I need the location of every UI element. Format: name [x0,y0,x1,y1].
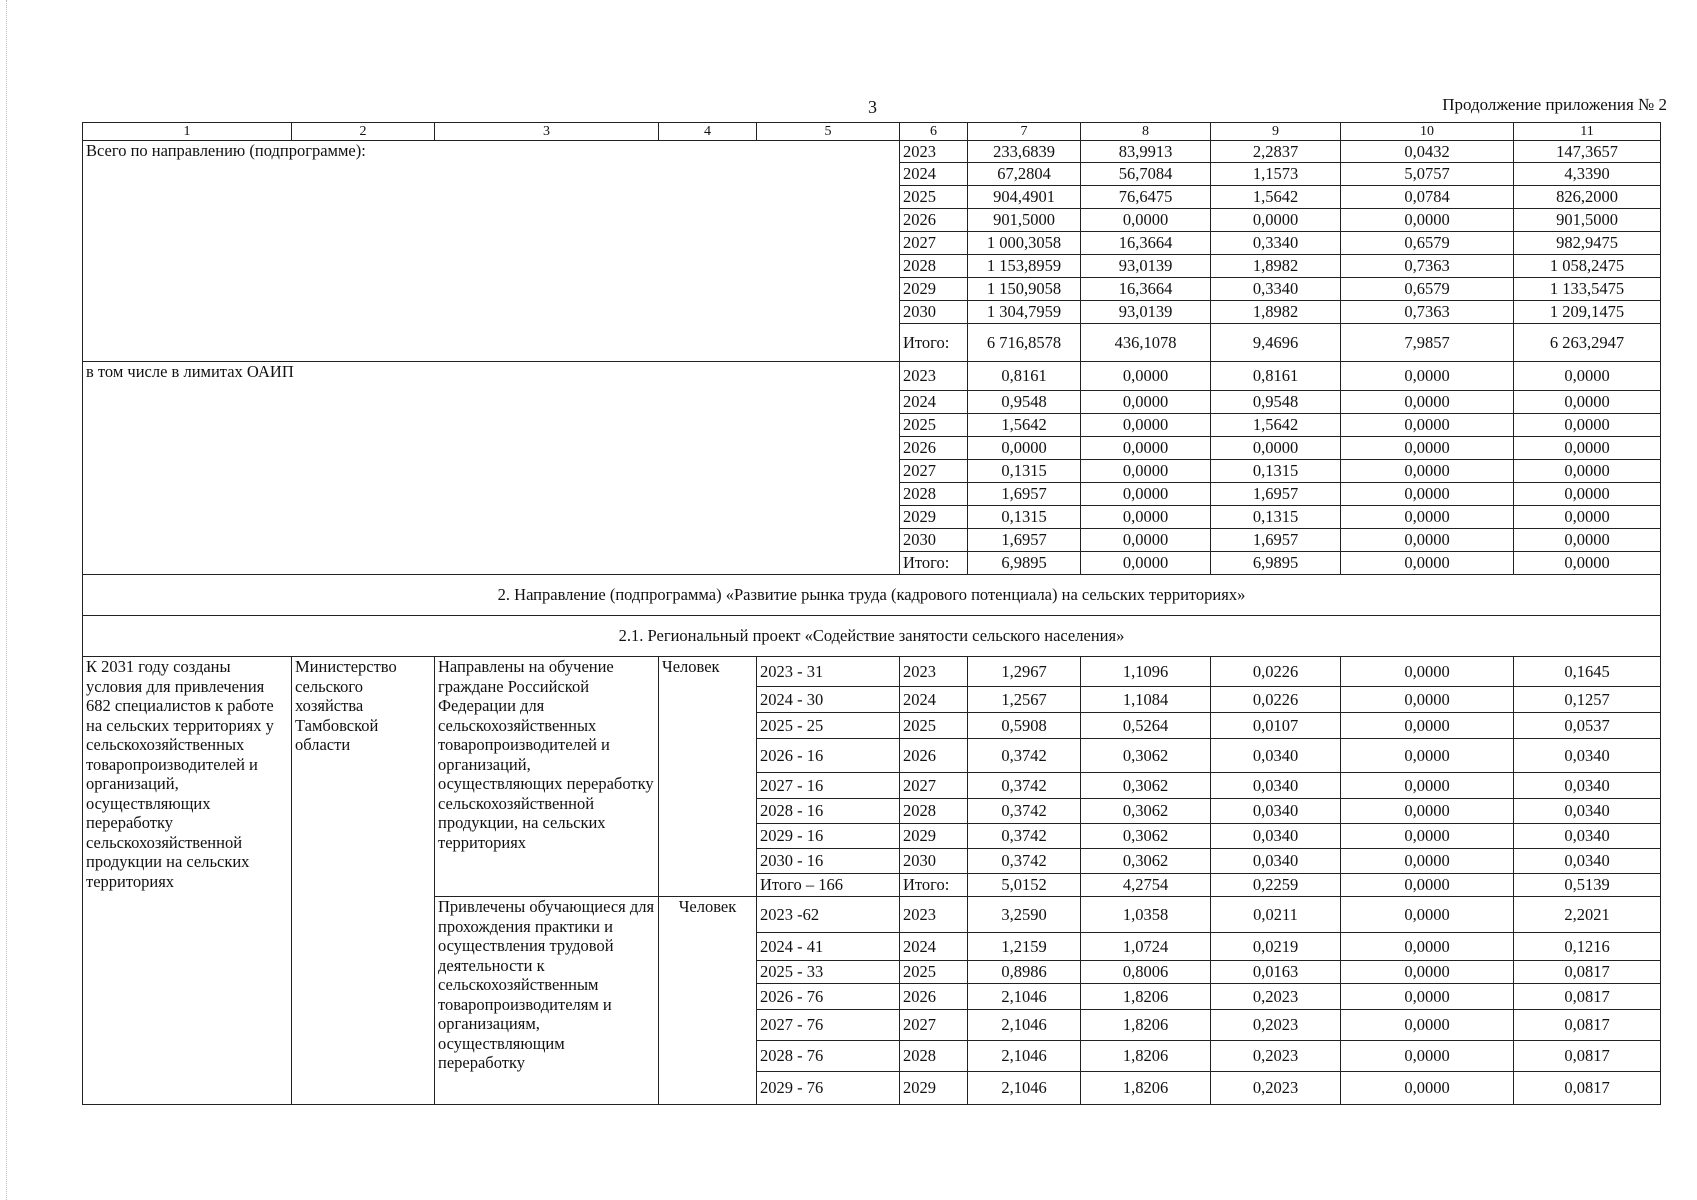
value-cell: 0,2259 [1211,874,1341,897]
value-cell: 0,0000 [1341,552,1514,575]
value-cell: 1,6957 [1211,483,1341,506]
value-cell: 16,3664 [1081,278,1211,301]
value-cell: 0,3340 [1211,232,1341,255]
value-cell: 2,1046 [968,1010,1081,1041]
year-cell: 2027 [900,773,968,799]
value-cell: 0,0000 [1341,739,1514,773]
value-cell: 0,0340 [1514,739,1661,773]
value-cell: 0,0000 [1341,529,1514,552]
value-cell: 0,0226 [1211,657,1341,687]
value-cell: 83,9913 [1081,141,1211,163]
value-cell: 0,0537 [1514,713,1661,739]
column-header: 8 [1081,123,1211,141]
value-cell: 0,0817 [1514,1010,1661,1041]
value-cell: 0,1645 [1514,657,1661,687]
value-cell: 2,1046 [968,1072,1081,1105]
indicator-cell: Итого – 166 [757,874,900,897]
header-row [83,123,1661,141]
year-cell: 2029 [900,1072,968,1105]
unit: Человек [659,897,757,1105]
value-cell: 0,3742 [968,773,1081,799]
indicator-cell: 2023 - 31 [757,657,900,687]
subsection-heading: 2.1. Региональный проект «Содействие занятости сельского населения» [83,616,1661,657]
value-cell: 0,0000 [1341,897,1514,933]
value-cell: 5,0152 [968,874,1081,897]
year-cell: 2025 [900,186,968,209]
value-cell: 0,0000 [1341,506,1514,529]
value-cell: 2,1046 [968,1041,1081,1072]
value-cell: 0,2023 [1211,984,1341,1010]
value-cell: 1,6957 [1211,529,1341,552]
value-cell: 0,0000 [1081,506,1211,529]
result-text: К 2031 году созданы условия для привлечения 682 специалистов к работе на сельских территориях у сельскохозяйственных товаропроизводителей и организаций, осуществляющих переработку сельскохозяйственной продукции на сельских территориях [83,657,292,1105]
value-cell: 0,8986 [968,961,1081,984]
column-header: 4 [659,123,757,141]
value-cell: 0,8161 [1211,362,1341,391]
value-cell: 0,0211 [1211,897,1341,933]
value-cell: 16,3664 [1081,232,1211,255]
indicator-cell: 2029 - 16 [757,824,900,849]
value-cell: 0,0000 [1081,529,1211,552]
value-cell: 0,3340 [1211,278,1341,301]
value-cell: 982,9475 [1514,232,1661,255]
table-row [83,657,1661,687]
table-row [83,362,1661,391]
value-cell: 0,0000 [1341,460,1514,483]
value-cell: 0,0340 [1211,799,1341,824]
value-cell: 0,0219 [1211,933,1341,961]
year-cell: Итого: [900,324,968,362]
value-cell: 0,9548 [1211,391,1341,414]
indicator-cell: 2027 - 16 [757,773,900,799]
year-cell: 2029 [900,506,968,529]
value-cell: 1,8206 [1081,984,1211,1010]
column-header: 2 [292,123,435,141]
indicator-cell: 2024 - 30 [757,687,900,713]
value-cell: 0,0000 [1514,437,1661,460]
section-heading: 2. Направление (подпрограмма) «Развитие рынка труда (кадрового потенциала) на сельских территориях» [83,575,1661,616]
column-header: 5 [757,123,900,141]
value-cell: 0,1315 [968,506,1081,529]
year-cell: 2027 [900,232,968,255]
indicator-cell: 2030 - 16 [757,849,900,874]
indicator-cell: 2028 - 16 [757,799,900,824]
value-cell: 0,2023 [1211,1072,1341,1105]
value-cell: 2,2837 [1211,141,1341,163]
value-cell: 2,2021 [1514,897,1661,933]
value-cell: 0,7363 [1341,301,1514,324]
value-cell: 0,0000 [1341,824,1514,849]
value-cell: 0,7363 [1341,255,1514,278]
value-cell: 0,3742 [968,739,1081,773]
value-cell: 1 058,2475 [1514,255,1661,278]
value-cell: 1 150,9058 [968,278,1081,301]
value-cell: 0,0000 [1341,849,1514,874]
value-cell: 0,3062 [1081,849,1211,874]
year-cell: 2024 [900,687,968,713]
value-cell: 1,5642 [968,414,1081,437]
indicator-cell: 2029 - 76 [757,1072,900,1105]
value-cell: 4,2754 [1081,874,1211,897]
value-cell: 0,0000 [1341,1072,1514,1105]
value-cell: 0,0000 [1341,933,1514,961]
indicator-cell: 2028 - 76 [757,1041,900,1072]
value-cell: 0,0000 [1341,687,1514,713]
year-cell: 2030 [900,849,968,874]
value-cell: 0,0000 [1514,414,1661,437]
value-cell: 3,2590 [968,897,1081,933]
value-cell: 0,3062 [1081,824,1211,849]
value-cell: 1,1096 [1081,657,1211,687]
column-header: 11 [1514,123,1661,141]
year-cell: 2026 [900,209,968,232]
value-cell: 1,2567 [968,687,1081,713]
value-cell: 93,0139 [1081,255,1211,278]
value-cell: 0,0000 [1341,209,1514,232]
value-cell: 0,0817 [1514,1072,1661,1105]
value-cell: 0,5908 [968,713,1081,739]
value-cell: 1,6957 [968,529,1081,552]
value-cell: 0,6579 [1341,232,1514,255]
value-cell: 0,3742 [968,799,1081,824]
value-cell: 0,0000 [1341,1041,1514,1072]
year-cell: 2026 [900,984,968,1010]
value-cell: 1 304,7959 [968,301,1081,324]
year-cell: Итого: [900,874,968,897]
value-cell: 1,8206 [1081,1010,1211,1041]
year-cell: Итого: [900,552,968,575]
value-cell: 0,0340 [1514,849,1661,874]
value-cell: 1 133,5475 [1514,278,1661,301]
column-header: 7 [968,123,1081,141]
value-cell: 0,0000 [1514,391,1661,414]
value-cell: 0,0340 [1514,799,1661,824]
value-cell: 1,1573 [1211,163,1341,186]
value-cell: 0,0226 [1211,687,1341,713]
value-cell: 0,0000 [1341,391,1514,414]
value-cell: 0,8161 [968,362,1081,391]
year-cell: 2024 [900,933,968,961]
value-cell: 0,0000 [1341,362,1514,391]
year-cell: 2028 [900,483,968,506]
measure-text: Направлены на обучение граждане Российской Федерации для сельскохозяйственных товаропроизводителей и организаций, осуществляющих переработку сельскохозяйственной продукции, на сельских территориях [435,657,659,897]
value-cell: 0,3062 [1081,799,1211,824]
indicator-cell: 2023 -62 [757,897,900,933]
value-cell: 0,3742 [968,849,1081,874]
value-cell: 0,0000 [1081,414,1211,437]
value-cell: 0,0000 [1341,773,1514,799]
year-cell: 2025 [900,961,968,984]
value-cell: 1,2967 [968,657,1081,687]
year-cell: 2029 [900,278,968,301]
year-cell: 2030 [900,301,968,324]
value-cell: 0,0340 [1514,824,1661,849]
value-cell: 9,4696 [1211,324,1341,362]
value-cell: 0,6579 [1341,278,1514,301]
indicator-cell: 2025 - 33 [757,961,900,984]
year-cell: 2025 [900,414,968,437]
indicator-cell: 2026 - 16 [757,739,900,773]
value-cell: 0,0000 [1514,529,1661,552]
value-cell: 0,0000 [1341,437,1514,460]
value-cell: 0,3742 [968,824,1081,849]
value-cell: 0,0000 [1341,984,1514,1010]
continuation-label: Продолжение приложения № 2 [1442,95,1667,114]
value-cell: 1,5642 [1211,186,1341,209]
value-cell: 0,0000 [1081,483,1211,506]
value-cell: 6 263,2947 [1514,324,1661,362]
value-cell: 1,2159 [968,933,1081,961]
year-cell: 2023 [900,362,968,391]
value-cell: 4,3390 [1514,163,1661,186]
value-cell: 1,8982 [1211,301,1341,324]
column-header: 6 [900,123,968,141]
year-cell: 2027 [900,460,968,483]
value-cell: 0,0000 [1341,414,1514,437]
value-cell: 0,5139 [1514,874,1661,897]
value-cell: 76,6475 [1081,186,1211,209]
value-cell: 0,2023 [1211,1041,1341,1072]
value-cell: 0,1216 [1514,933,1661,961]
value-cell: 0,1315 [1211,506,1341,529]
unit: Человек [659,657,757,897]
year-cell: 2028 [900,1041,968,1072]
value-cell: 1,1084 [1081,687,1211,713]
year-cell: 2030 [900,529,968,552]
year-cell: 2026 [900,437,968,460]
value-cell: 1 000,3058 [968,232,1081,255]
measure-text: Привлечены обучающиеся для прохождения практики и осуществления трудовой деятельности к сельскохозяйственным товаропроизводителям и организациям, осуществляющим переработку [435,897,659,1105]
value-cell: 901,5000 [968,209,1081,232]
year-cell: 2024 [900,391,968,414]
year-cell: 2024 [900,163,968,186]
value-cell: 904,4901 [968,186,1081,209]
value-cell: 0,0000 [1081,362,1211,391]
value-cell: 0,0000 [1341,657,1514,687]
page-number: 3 [868,97,877,117]
value-cell: 0,0000 [1341,874,1514,897]
indicator-cell: 2026 - 76 [757,984,900,1010]
value-cell: 0,5264 [1081,713,1211,739]
value-cell: 0,0000 [1514,362,1661,391]
indicator-cell: 2025 - 25 [757,713,900,739]
value-cell: 0,0784 [1341,186,1514,209]
value-cell: 93,0139 [1081,301,1211,324]
value-cell: 0,0340 [1211,849,1341,874]
value-cell: 1 153,8959 [968,255,1081,278]
value-cell: 0,0340 [1211,739,1341,773]
value-cell: 0,0340 [1211,773,1341,799]
value-cell: 0,0000 [1211,437,1341,460]
value-cell: 6,9895 [1211,552,1341,575]
value-cell: 67,2804 [968,163,1081,186]
value-cell: 0,0000 [1211,209,1341,232]
value-cell: 0,0000 [1081,460,1211,483]
value-cell: 0,1315 [1211,460,1341,483]
executor: Министерство сельского хозяйства Тамбовской области [292,657,435,1105]
year-cell: 2029 [900,824,968,849]
year-cell: 2023 [900,897,968,933]
year-cell: 2028 [900,799,968,824]
column-header: 3 [435,123,659,141]
year-cell: 2026 [900,739,968,773]
section-row [83,616,1661,657]
value-cell: 0,0000 [1514,552,1661,575]
value-cell: 0,0000 [1081,552,1211,575]
column-header: 1 [83,123,292,141]
value-cell: 0,0000 [1081,391,1211,414]
column-header: 10 [1341,123,1514,141]
value-cell: 1,8982 [1211,255,1341,278]
oaip-label: в том числе в лимитах ОАИП [83,362,900,575]
year-cell: 2028 [900,255,968,278]
value-cell: 1,8206 [1081,1072,1211,1105]
value-cell: 0,0817 [1514,1041,1661,1072]
value-cell: 6,9895 [968,552,1081,575]
value-cell: 0,0000 [1341,799,1514,824]
value-cell: 147,3657 [1514,141,1661,163]
value-cell: 0,0432 [1341,141,1514,163]
value-cell: 56,7084 [1081,163,1211,186]
value-cell: 1,8206 [1081,1041,1211,1072]
value-cell: 0,0000 [1514,460,1661,483]
value-cell: 0,0000 [1341,961,1514,984]
value-cell: 901,5000 [1514,209,1661,232]
value-cell: 2,1046 [968,984,1081,1010]
value-cell: 0,1315 [968,460,1081,483]
budget-table [82,122,1661,1105]
year-cell: 2023 [900,657,968,687]
value-cell: 0,0817 [1514,961,1661,984]
value-cell: 0,0000 [1081,437,1211,460]
value-cell: 0,8006 [1081,961,1211,984]
value-cell: 0,0107 [1211,713,1341,739]
value-cell: 1,0358 [1081,897,1211,933]
value-cell: 0,3062 [1081,739,1211,773]
total-label: Всего по направлению (подпрограмме): [83,141,900,362]
indicator-cell: 2024 - 41 [757,933,900,961]
value-cell: 233,6839 [968,141,1081,163]
value-cell: 436,1078 [1081,324,1211,362]
value-cell: 0,0163 [1211,961,1341,984]
value-cell: 0,0000 [1341,483,1514,506]
value-cell: 0,0000 [1081,209,1211,232]
year-cell: 2023 [900,141,968,163]
value-cell: 6 716,8578 [968,324,1081,362]
section-row [83,575,1661,616]
value-cell: 1,0724 [1081,933,1211,961]
value-cell: 0,0000 [1341,1010,1514,1041]
indicator-cell: 2027 - 76 [757,1010,900,1041]
value-cell: 7,9857 [1341,324,1514,362]
value-cell: 1,6957 [968,483,1081,506]
year-cell: 2025 [900,713,968,739]
column-header: 9 [1211,123,1341,141]
value-cell: 0,0000 [1341,713,1514,739]
value-cell: 826,2000 [1514,186,1661,209]
year-cell: 2027 [900,1010,968,1041]
scan-edge [0,0,7,1200]
value-cell: 0,0000 [968,437,1081,460]
value-cell: 1,5642 [1211,414,1341,437]
value-cell: 0,9548 [968,391,1081,414]
value-cell: 0,1257 [1514,687,1661,713]
value-cell: 0,0340 [1211,824,1341,849]
value-cell: 5,0757 [1341,163,1514,186]
value-cell: 0,2023 [1211,1010,1341,1041]
value-cell: 0,0000 [1514,506,1661,529]
value-cell: 0,0000 [1514,483,1661,506]
value-cell: 1 209,1475 [1514,301,1661,324]
value-cell: 0,0817 [1514,984,1661,1010]
value-cell: 0,3062 [1081,773,1211,799]
value-cell: 0,0340 [1514,773,1661,799]
table-row [83,141,1661,163]
